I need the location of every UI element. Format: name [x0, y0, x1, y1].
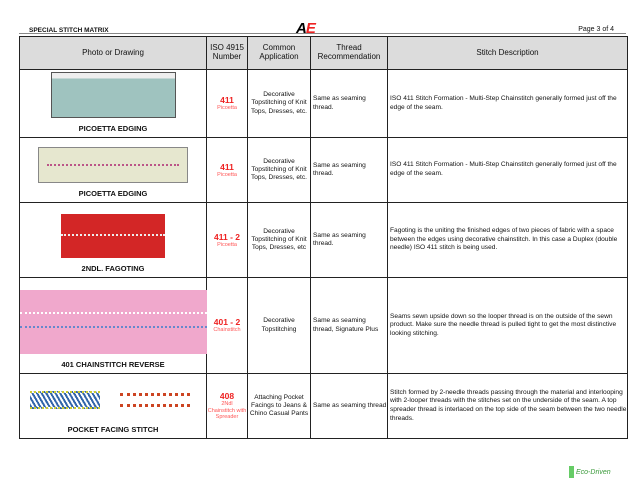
thread-cell: Same as seaming thread. — [311, 70, 388, 138]
eco-driven-logo: Eco-Driven — [569, 466, 611, 478]
photo-cell — [20, 203, 207, 278]
iso-subtitle: Chainstitch — [213, 327, 241, 334]
application-cell: Decorative Topstitching — [248, 278, 311, 374]
thread-cell: Same as seaming thread — [311, 374, 388, 439]
iso-number: 411 — [220, 95, 234, 106]
stitch-name: 401 CHAINSTITCH REVERSE — [61, 360, 165, 369]
stitch-drawing — [30, 391, 192, 411]
ae-logo: AE — [296, 20, 315, 37]
col-description: Stitch Description — [388, 37, 628, 70]
iso-cell — [207, 374, 248, 439]
description-cell: ISO 411 Stitch Formation - Multi-Step Chainstitch generally formed just off the edge of the seam. — [388, 70, 628, 138]
iso-cell — [207, 138, 248, 203]
photo-cell — [20, 138, 207, 203]
iso-subtitle: Picoetta — [217, 171, 237, 178]
iso-number: 411 — [220, 161, 234, 172]
col-application: Common Application — [248, 37, 311, 70]
stitch-name: PICOETTA EDGING — [78, 189, 148, 198]
page-number: Page 3 of 4 — [578, 26, 614, 33]
stitch-photo — [61, 214, 165, 258]
iso-subtitle: Picoetta — [217, 105, 237, 112]
thread-cell: Same as seaming thread. — [311, 203, 388, 278]
stitch-photo — [51, 72, 176, 118]
iso-number: 401 - 2 — [213, 317, 241, 328]
table-row — [20, 374, 628, 439]
iso-cell — [207, 278, 248, 374]
stitch-matrix-table — [19, 36, 628, 439]
description-cell: Stitch formed by 2-needle threads passing through the material and interlooping with 2-looper threads with the stitches set on the underside of the seam. A top spreader thread is interlaced on the top side of the seam between the two needle threads. — [388, 374, 628, 439]
photo-cell — [20, 70, 207, 138]
application-cell: Decorative Topstitching of Knit Tops, Dresses, etc — [248, 203, 311, 278]
stitch-name: 2NDL. FAGOTING — [81, 264, 145, 273]
table-row — [20, 70, 628, 138]
thread-cell: Same as seaming thread. — [311, 138, 388, 203]
photo-cell — [20, 374, 207, 439]
col-photo: Photo or Drawing — [20, 37, 207, 70]
application-cell: Decorative Topstitching of Knit Tops, Dresses, etc. — [248, 138, 311, 203]
col-iso: ISO 4915 Number — [207, 37, 248, 70]
table-row — [20, 138, 628, 203]
stitch-photo — [38, 147, 188, 183]
header-divider — [19, 33, 626, 34]
iso-number: 411 - 2 — [214, 231, 240, 242]
description-cell: Fagoting is the uniting the finished edges of two pieces of fabric with a space between the edges using decorative chainstitch. In this case a Duplex (double needle) ISO 411 stitch is being used. — [388, 203, 628, 278]
stitch-name: PICOETTA EDGING — [78, 124, 148, 133]
stitch-name: POCKET FACING STITCH — [67, 425, 159, 434]
table-row — [20, 278, 628, 374]
stitch-photo — [20, 290, 207, 354]
application-cell: Attaching Pocket Facings to Jeans & Chino Casual Pants — [248, 374, 311, 439]
col-thread: Thread Recommendation — [311, 37, 388, 70]
iso-number: 408 — [219, 391, 235, 402]
iso-subtitle: 2Ndl Chainstitch with Spreader — [207, 401, 247, 421]
thread-cell: Same as seaming thread, Signature Plus — [311, 278, 388, 374]
description-cell: ISO 411 Stitch Formation - Multi-Step Chainstitch generally formed just off the edge of the seam. — [388, 138, 628, 203]
photo-cell — [20, 278, 207, 374]
document-title: SPECIAL STITCH MATRIX — [29, 27, 109, 34]
table-row — [20, 203, 628, 278]
description-cell: Seams sewn upside down so the looper thread is on the outside of the sewn product. Make sure the needle thread is pulled tight to get the most distinctive looking stitching. — [388, 278, 628, 374]
iso-cell — [207, 70, 248, 138]
iso-subtitle: Picoetta — [217, 241, 237, 248]
application-cell: Decorative Topstitching of Knit Tops, Dresses, etc. — [248, 70, 311, 138]
iso-cell — [207, 203, 248, 278]
